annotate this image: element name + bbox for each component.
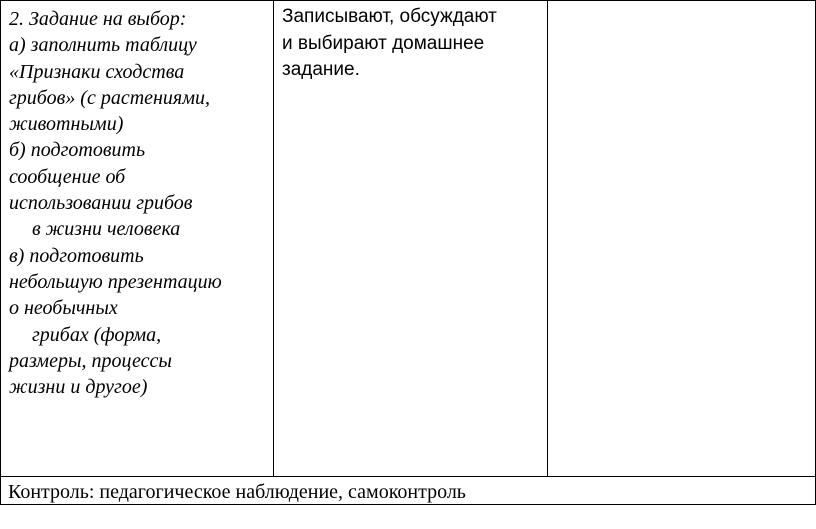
table-border-left xyxy=(0,0,1,505)
task-line: грибов» (с растениями, xyxy=(9,86,210,109)
response-line: Записывают, обсуждают xyxy=(282,6,497,27)
task-line: в) подготовить xyxy=(9,244,144,267)
task-line: в жизни человека xyxy=(32,218,181,241)
column-divider-1 xyxy=(273,0,274,477)
task-line: животными) xyxy=(9,113,124,136)
task-line: жизни и другое) xyxy=(9,376,148,399)
task-cell-text xyxy=(9,6,222,400)
table-border-bottom xyxy=(0,504,816,505)
task-line: б) подготовить xyxy=(9,139,146,162)
row-divider xyxy=(0,476,816,477)
task-line: 2. Задание на выбор: xyxy=(9,8,187,30)
task-line: грибах (форма, xyxy=(32,323,162,346)
response-line: и выбирают домашнее xyxy=(282,32,485,54)
task-line: о необычных xyxy=(9,297,118,320)
task-line: размеры, процессы xyxy=(9,349,172,372)
task-line: сообщение об xyxy=(9,165,126,188)
task-line: а) заполнить таблицу xyxy=(9,34,197,57)
response-line: задание. xyxy=(282,59,360,80)
response-cell-text xyxy=(282,4,497,84)
task-line: «Признаки сходства xyxy=(9,60,185,83)
task-line: использовании грибов xyxy=(9,192,193,215)
control-row-text: Контроль: педагогическое наблюдение, самоконтроль xyxy=(8,481,466,503)
empty-cell xyxy=(548,1,815,476)
task-line: небольшую презентацию xyxy=(9,270,222,293)
